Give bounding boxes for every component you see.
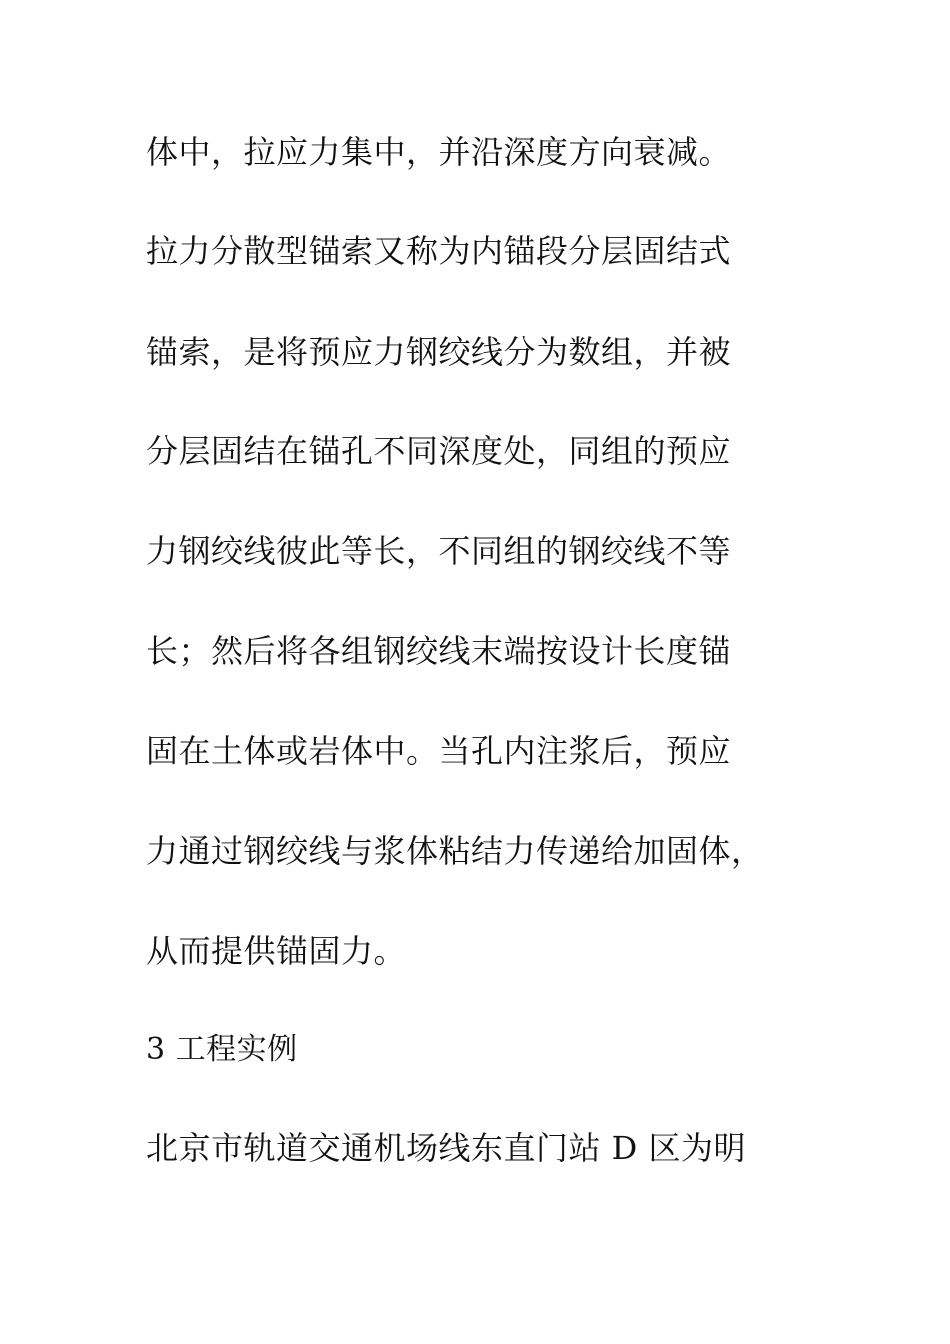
paragraph-line-9: 从而提供锚固力。	[146, 932, 407, 970]
paragraph-line-8: 力通过钢绞线与浆体粘结力传递给加固体，	[146, 832, 764, 870]
paragraph-line-3: 锚索，是将预应力钢绞线分为数组，并被	[146, 333, 732, 371]
paragraph-line-6: 长；然后将各组钢绞线末端按设计长度锚	[146, 632, 732, 670]
paragraph-line-2: 拉力分散型锚索又称为内锚段分层固结式	[146, 232, 732, 270]
section-heading: 3 工程实例	[146, 1032, 298, 1067]
paragraph-line-10: 北京市轨道交通机场线东直门站 D 区为明	[146, 1129, 747, 1167]
paragraph-line-1: 体中，拉应力集中，并沿深度方向衰减。	[146, 133, 732, 171]
paragraph-line-7: 固在土体或岩体中。当孔内注浆后，预应	[146, 732, 732, 770]
paragraph-line-4: 分层固结在锚孔不同深度处，同组的预应	[146, 432, 732, 470]
paragraph-line-5: 力钢绞线彼此等长，不同组的钢绞线不等	[146, 532, 732, 570]
